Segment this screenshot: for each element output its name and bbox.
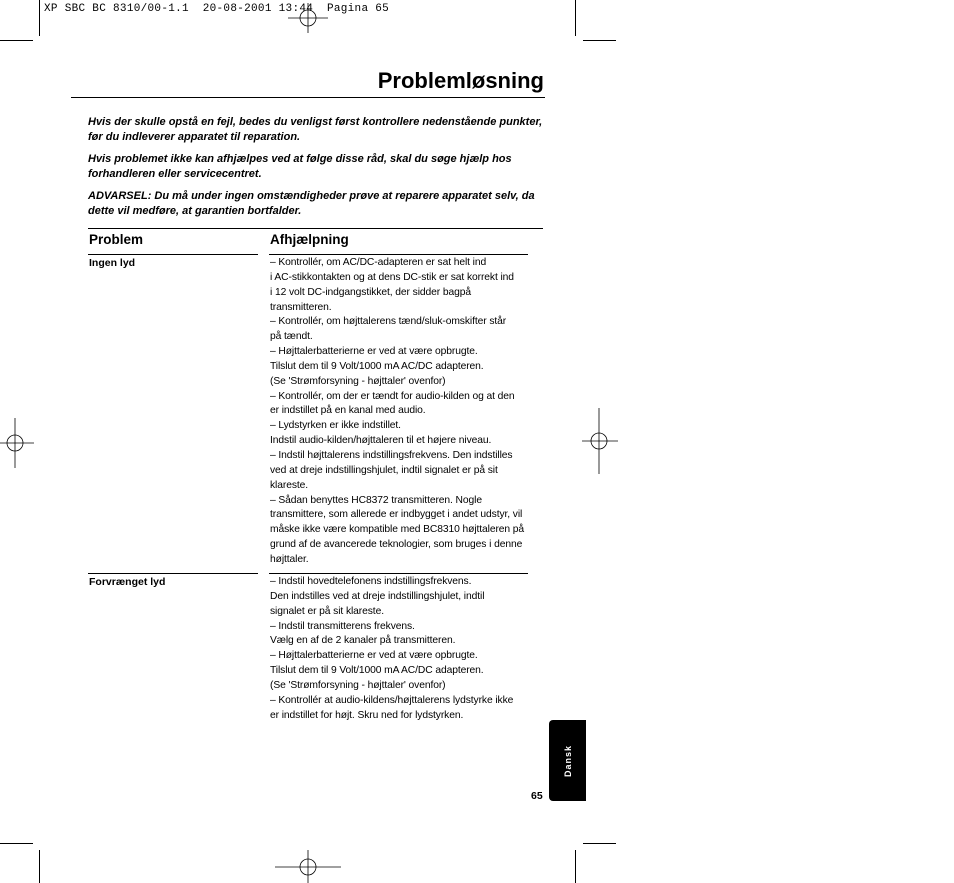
remedy-line: højttaler. [270, 553, 309, 565]
remedy-line: – Indstil hovedtelefonens indstillingsfrekvens. [270, 576, 472, 587]
remedy-line: ved at dreje indstillingshjulet, indtil signalet er på sit [270, 464, 498, 476]
remedy-line: på tændt. [270, 331, 313, 343]
remedy-text [270, 575, 544, 723]
crop-mark [39, 850, 40, 883]
registration-mark-icon [288, 3, 328, 33]
remedy-line: transmittere, som allerede er indbygget i andet udstyr, vil [270, 509, 523, 521]
remedy-line: (Se 'Strømforsyning - højttaler' ovenfor) [270, 679, 446, 691]
remedy-line: i AC-stikkontakten og at dens DC-stik er sat korrekt ind [270, 271, 514, 283]
remedy-line: klareste. [270, 479, 309, 491]
problem-label: Ingen lyd [89, 257, 136, 269]
page-title: Problemløsning [377, 68, 544, 93]
registration-mark-icon [275, 850, 341, 883]
row-rule [88, 254, 258, 255]
language-tab-label: Dansk [562, 744, 573, 777]
language-tab [549, 720, 586, 801]
remedy-line: signalet er på sit klareste. [270, 605, 384, 617]
remedy-text [270, 256, 544, 568]
title-rule [71, 97, 545, 98]
remedy-line: (Se 'Strømforsyning - højttaler' ovenfor) [270, 375, 446, 387]
remedy-line: i 12 volt DC-indgangstikket, der sidder bagpå [270, 286, 471, 298]
crop-mark [575, 0, 576, 36]
crop-mark [0, 843, 33, 844]
row-rule [269, 573, 528, 574]
crop-mark [0, 40, 33, 41]
remedy-line: – Sådan benyttes HC8372 transmitteren. Nogle [270, 494, 482, 506]
remedy-line: transmitteren. [270, 301, 332, 313]
remedy-line: – Kontrollér, om AC/DC-adapteren er sat helt ind [270, 257, 487, 268]
remedy-line: – Kontrollér, om højttalerens tænd/sluk-omskifter står [270, 316, 507, 328]
remedy-line: – Lydstyrken er ikke indstillet. [270, 420, 401, 432]
remedy-line: – Højttalerbatterierne er ved at være opbrugte. [270, 346, 478, 358]
remedy-line: – Højttalerbatterierne er ved at være opbrugte. [270, 650, 478, 662]
remedy-line: – Indstil højttalerens indstillingsfrekvens. Den indstilles [270, 449, 513, 461]
remedy-line: grund af de avancerede teknologier, som bruges i denne [270, 539, 523, 551]
problem-label: Forvrænget lyd [89, 576, 166, 588]
remedy-line: Vælg en af de 2 kanaler på transmitteren. [270, 635, 456, 647]
intro-paragraph: Hvis der skulle opstå en fejl, bedes du venligst først kontrollere nedenstående punkter, før du indleverer apparatet til reparation. [88, 116, 543, 143]
remedy-line: Indstil audio-kilden/højttaleren til et højere niveau. [270, 435, 492, 447]
table-top-rule [88, 228, 543, 229]
crop-mark [39, 0, 40, 36]
row-rule [88, 573, 258, 574]
crop-mark [583, 40, 616, 41]
remedy-line: er indstillet for højt. Skru ned for lydstyrken. [270, 709, 464, 721]
print-slug: XP SBC BC 8310/00-1.1 20-08-2001 13:44 Pagina 65 [44, 3, 390, 15]
remedy-line: Den indstilles ved at dreje indstillingshjulet, indtil [270, 590, 485, 602]
crop-mark [575, 850, 576, 883]
remedy-line: måske ikke være kompatible med BC8310 højttaleren på [270, 524, 525, 536]
warning-paragraph: ADVARSEL: Du må under ingen omstændigheder prøve at reparere apparatet selv, da dette vil medføre, at garantien bortfalder. [88, 190, 535, 217]
crop-mark [583, 843, 616, 844]
registration-mark-icon [0, 418, 34, 468]
remedy-line: Tilslut dem til 9 Volt/1000 mA AC/DC adapteren. [270, 360, 484, 372]
intro-paragraph: Hvis problemet ikke kan afhjælpes ved at følge disse råd, skal du søge hjælp hos forhandleren eller servicecentret. [88, 153, 512, 180]
column-header-problem: Problem [89, 232, 144, 247]
registration-mark-icon [582, 408, 618, 474]
remedy-line: er indstillet på en kanal med audio. [270, 405, 426, 417]
remedy-line: – Kontrollér at audio-kildens/højttalerens lydstyrke ikke [270, 694, 514, 706]
row-rule [269, 254, 528, 255]
remedy-line: – Kontrollér, om der er tændt for audio-kilden og at den [270, 390, 515, 402]
remedy-line: Tilslut dem til 9 Volt/1000 mA AC/DC adapteren. [270, 665, 484, 677]
remedy-line: – Indstil transmitterens frekvens. [270, 620, 415, 632]
column-header-remedy: Afhjælpning [270, 232, 349, 247]
page-number: 65 [531, 790, 543, 802]
